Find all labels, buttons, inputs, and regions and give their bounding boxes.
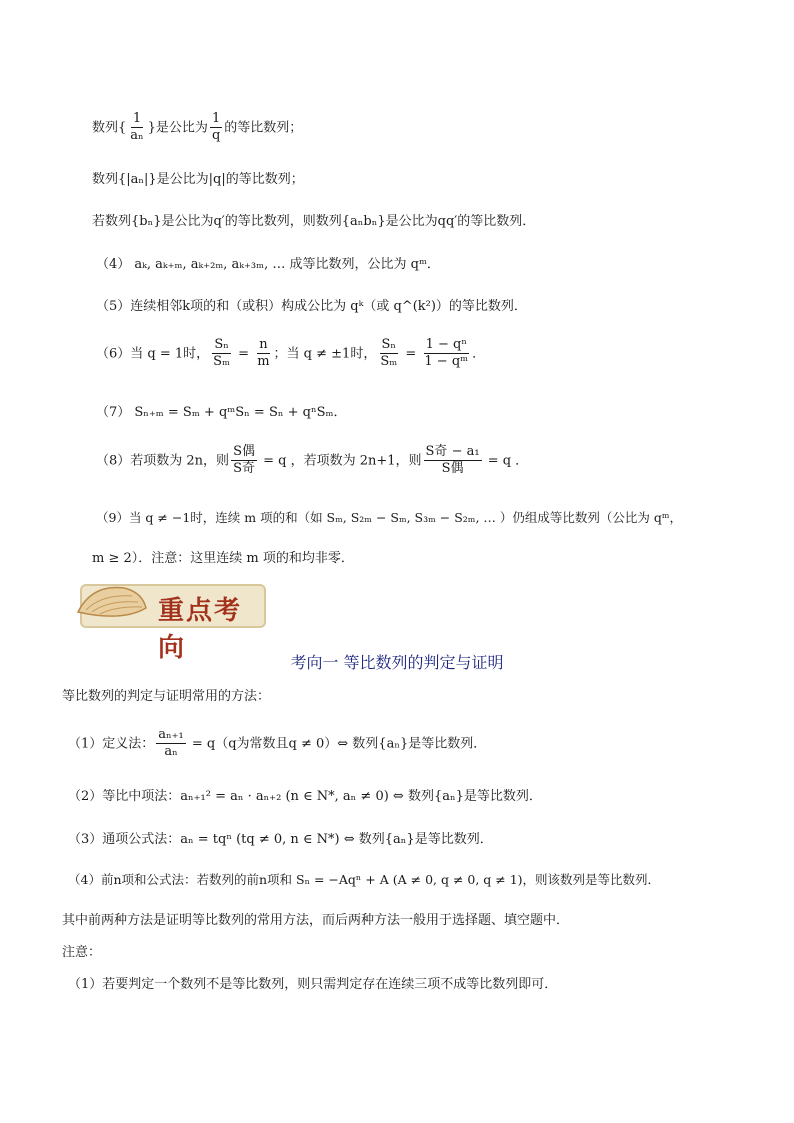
fraction [424,445,482,477]
denominator: Sₘ [213,354,231,370]
intro-text: 等比数列的判定与证明常用的方法： [62,689,271,704]
denominator: m [257,354,270,370]
fraction-1-over-q [210,112,222,144]
note-1: （1）若要判定一个数列不是等比数列，则只需判定存在连续三项不成等比数列即可． [68,977,558,992]
text: = q ，若项数为 2n+1，则 [258,453,422,469]
property-line-2: 数列{|aₙ|}是公比为|q|的等比数列； [92,172,304,187]
fraction [156,728,185,760]
key-points-banner [72,578,262,663]
method-2: （2）等比中项法：aₙ₊₁² = aₙ · aₙ₊₂ (n ∈ N*, aₙ ≠ 0) ⇔ 数列{aₙ}是等比数列． [68,789,542,804]
text: = [401,346,421,362]
text: }是公比为 [147,120,208,136]
text: ． [472,346,486,362]
text: 数列{ [92,120,127,136]
denominator: S偶 [441,461,464,477]
numerator: S偶 [231,445,257,461]
property-6 [96,338,485,370]
method-3: （3）通项公式法：aₙ = tqⁿ (tq ≠ 0, n ∈ N*) ⇔ 数列{aₙ}是等比数列． [68,832,493,847]
method-1 [68,728,486,760]
text: = [234,346,254,362]
denominator: q [211,128,221,144]
text: = q ． [483,453,529,469]
method-4: （4）前n项和公式法：若数列的前n项和 Sₙ = −Aqⁿ + A (A ≠ 0, q ≠ 0, q ≠ 1)，则该数列是等比数列． [68,872,661,887]
numerator: Sₙ [380,338,399,354]
shell-icon [72,578,152,628]
denominator: S奇 [233,461,255,477]
numerator: 1 [131,112,143,128]
text: = q（q为常数且q ≠ 0）⇔ 数列{aₙ}是等比数列． [187,736,487,752]
property-8 [96,445,528,477]
property-7: （7） Sₙ₊ₘ = Sₘ + qᵐSₙ = Sₙ + qⁿSₘ． [96,405,347,420]
fraction [211,338,232,370]
section-heading: 考向一 等比数列的判定与证明 [290,653,504,672]
fraction [231,445,257,477]
numerator: aₙ₊₁ [156,728,185,744]
fraction [422,338,470,370]
numerator: Sₙ [212,338,231,354]
fraction-1-over-an [128,112,145,144]
banner-title: 重点考向 [158,596,243,663]
fraction [378,338,399,370]
summary-text: 其中前两种方法是证明等比数列的常用方法，而后两种方法一般用于选择题、填空题中． [62,913,570,928]
property-line-1 [92,112,302,144]
denominator: Sₘ [380,354,398,370]
property-9-cont: m ≥ 2）．注意：这里连续 m 项的和均非零． [92,551,354,566]
text: （8）若项数为 2n，则 [96,453,230,469]
denominator: aₙ [164,744,178,760]
text: （6）当 q = 1时， [96,346,210,362]
property-4: （4） aₖ, aₖ₊ₘ, aₖ₊₂ₘ, aₖ₊₃ₘ, … 成等比数列，公比为 qᵐ． [96,257,440,272]
numerator: 1 − qⁿ [424,338,469,354]
denominator: 1 − qᵐ [424,354,469,370]
property-9: （9）当 q ≠ −1时，连续 m 项的和（如 Sₘ, S₂ₘ − Sₘ, S₃ₘ − S₂ₘ, … ）仍组成等比数列（公比为 qᵐ， [96,510,683,525]
text: ；当 q ≠ ±1时， [273,346,377,362]
denominator: aₙ [130,128,144,144]
numerator: n [257,338,269,354]
numerator: S奇 − a₁ [424,445,482,461]
property-line-3: 若数列{bₙ}是公比为q′的等比数列，则数列{aₙbₙ}是公比为qq′的等比数列． [92,214,536,229]
fraction [255,338,271,370]
text: 的等比数列； [224,120,303,136]
property-5: （5）连续相邻k项的和（或积）构成公比为 qᵏ（或 q^(k²)）的等比数列． [96,299,527,314]
note-title: 注意： [62,945,102,960]
numerator: 1 [210,112,222,128]
text: （1）定义法： [68,736,155,752]
